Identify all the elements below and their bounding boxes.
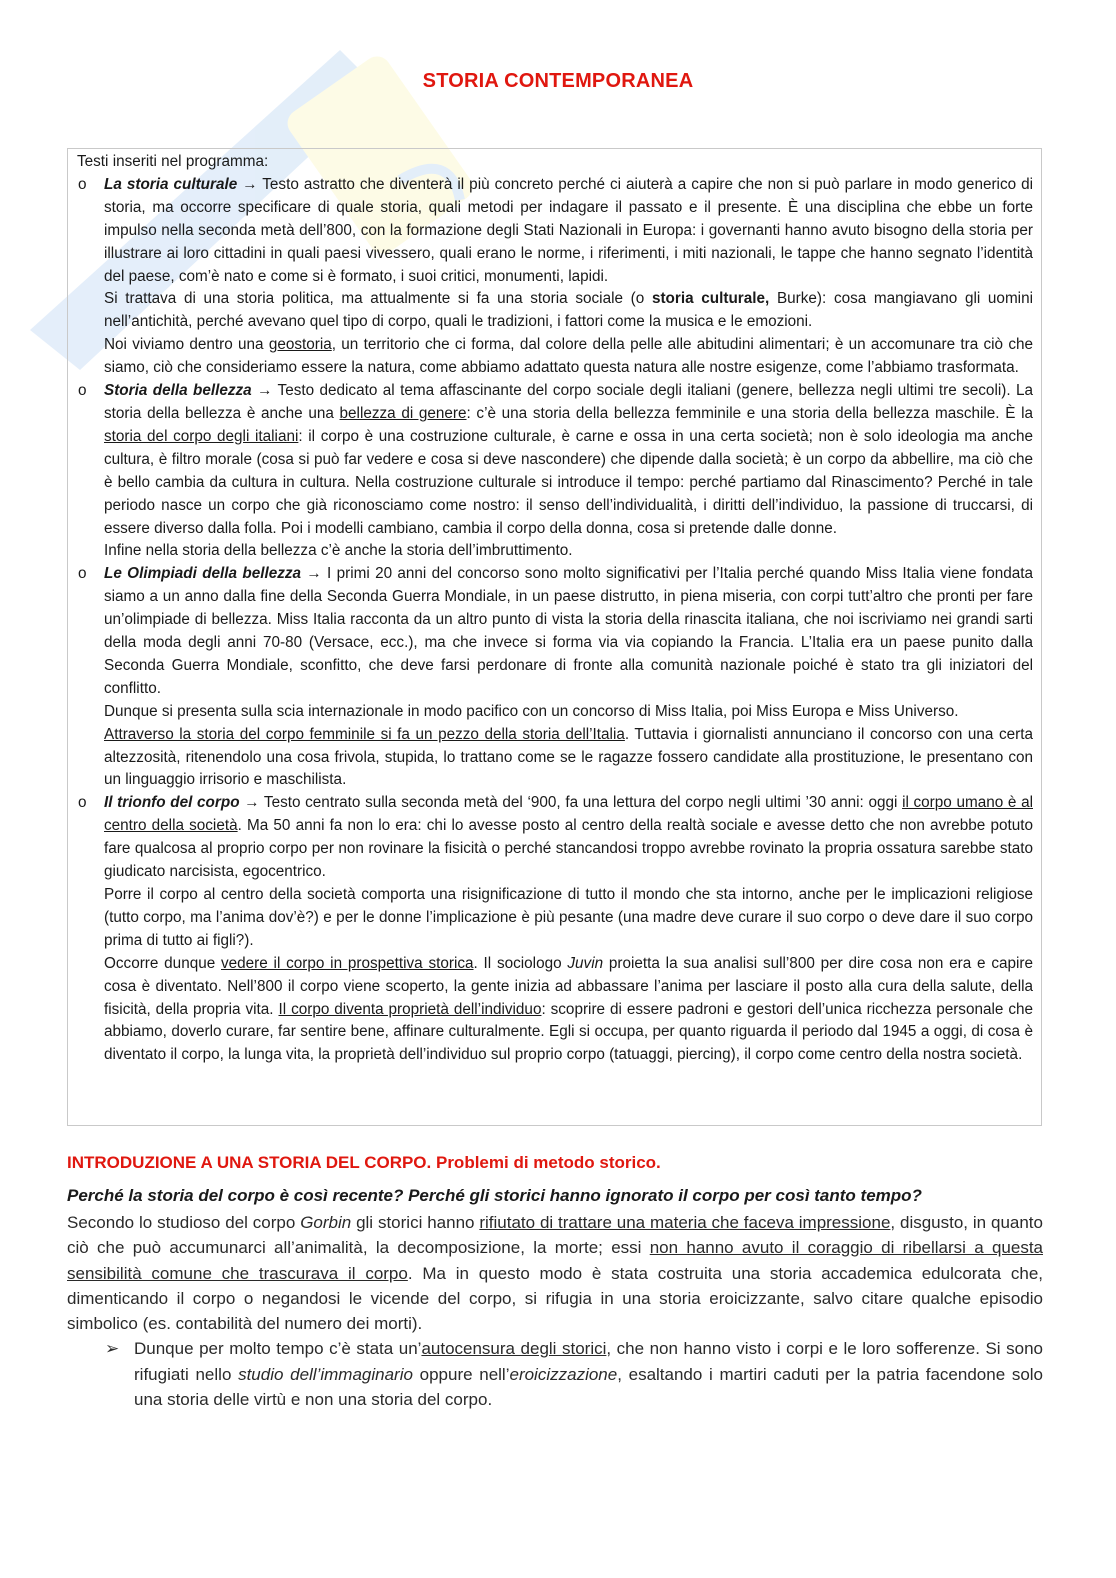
item-text: . Ma 50 anni fa non lo era: chi lo avesse posto al centro della realtà sociale e avesse detto che non avrebbe potuto fare qualcosa al proprio corpo per non rovinare la fisicità o perché stancandosi troppo avrebbe rovinato la propria ossatura sarebbe stato giudicato narcisista, egocentrico. [104, 817, 1033, 881]
paragraph-text-italic: eroicizzazione [509, 1364, 618, 1384]
item-title: Il trionfo del corpo [104, 794, 240, 812]
list-item [77, 380, 1033, 563]
item-text: Burke): cosa mangiavano gli uomini nell’antichità, perché avevano quel tipo di corpo, quali le tradizioni, i fattori come la musica e le emozioni. [104, 290, 1033, 331]
program-texts-box [67, 148, 1042, 1126]
section-body [67, 1210, 1043, 1412]
list-item [77, 174, 1033, 380]
item-text: I primi 20 anni del concorso sono molto significativi per l’Italia perché quando Miss Italia viene fondata siamo a un anno dalla fine della Seconda Guerra Mondiale, in un paese distrutto, in piena miseria, con corpi tutt’altro che pronti per fare un’olimpiade di bellezza. Miss Italia racconta da un altro punto di vista la storia della rinascita italiana, che noi iscriviamo nei grandi sarti della moda degli anni 70-80 (Versace, ecc.), ma che invece si forma via via copiando la Francia. L’Italia era un paese punito dalla Seconda Guerra Mondiale, sconfitto, che deve farsi perdonare di fronte alla comunità nazionale poiché è stato tra gli iniziatori del conflitto. [104, 565, 1033, 697]
item-title: Storia della bellezza [104, 382, 252, 400]
item-text: Infine nella storia della bellezza c’è anche la storia dell’imbruttimento. [104, 542, 573, 560]
list-item [77, 563, 1033, 792]
list-item [77, 792, 1033, 1067]
bullet-icon: o [78, 382, 87, 400]
item-text: . Il sociologo [473, 954, 568, 972]
section-question: Perché la storia del corpo è così recente? Perché gli storici hanno ignorato il corpo per così tanto tempo? [67, 1186, 922, 1205]
paragraph-text: Secondo lo studioso del corpo [67, 1213, 301, 1232]
item-text: , un territorio che ci forma, dal colore della pelle alle abitudini alimentari; è un accomunare tra ciò che siamo, ciò che consideriamo essere la natura, come abbiamo adattato questa natura alle nostre esigenze, come l’abbiamo trasformata. [104, 336, 1034, 377]
item-text-bold: storia culturale, [651, 290, 770, 308]
item-text: : scoprire di essere padroni e gestori dell’unica ricchezza personale che abbiamo, doverlo curare, far sentire bene, affinare culturalmente. Egli si occupa, per quanto riguarda il periodo dal 1945 a oggi, di cosa è diventato il corpo, la lunga vita, la proprietà dell’individuo sul proprio corpo (tatuaggi, piercing), il corpo come centro della nostra società. [104, 1000, 1033, 1064]
paragraph-text-italic: studio dell’immaginario [238, 1364, 413, 1384]
item-text-italic: Juvin [567, 954, 604, 972]
item-text: Dunque si presenta sulla scia internazionale in modo pacifico con un concorso di Miss Italia, poi Miss Europa e Miss Universo. [104, 702, 959, 720]
paragraph-text: , che non hanno visto i corpi e le loro sofferenze. Si sono rifugiati nello [134, 1339, 1043, 1384]
arrow-bullet-icon: ➢ [105, 1339, 120, 1359]
item-text-underlined: Il corpo diventa proprietà dell’individuo [278, 1000, 542, 1018]
item-text: . Tuttavia i giornalisti annunciano il concorso con una certa altezzosità, ritenendolo una cosa frivola, stupida, lo trattano come se le ragazze fossero candidate alla prostituzione, le presentano con un linguaggio irrisorio e maschilista. [104, 725, 1033, 789]
arrow-icon: → [251, 382, 278, 400]
item-text: Testo astratto che diventerà il più concreto perché ci aiuterà a capire che non si può parlare in modo generico di storia, ma occorre specificare di quale storia, quali metodi per indagare il passato e il presente. È una disciplina che ebbe un forte impulso nella seconda metà dell’800, con la formazione degli Stati Nazionali in Europa: i governanti hanno avuto bisogno della storia per illustrare ai loro cittadini in quali paesi vivessero, quali erano le norme, i riferimenti, i miti nazionali, le tappe che hanno segnato l’identità del paese, com’è nato e come si è formato, i suoi critici, monumenti, lapidi. [104, 175, 1034, 285]
item-text-underlined: vedere il corpo in prospettiva storica [221, 954, 474, 972]
item-text-underlined: bellezza di genere [339, 404, 467, 422]
item-title: La storia culturale [104, 175, 238, 193]
paragraph-text: Dunque per molto tempo c’è stata un’ [134, 1339, 422, 1359]
paragraph-text-underlined: non hanno avuto il coraggio di ribellarsi a questa sensibilità comune che trascurava il corpo [67, 1238, 1043, 1283]
section-title: INTRODUZIONE A UNA STORIA DEL CORPO. Problemi di metodo storico. [67, 1153, 661, 1172]
item-text-underlined: storia del corpo degli italiani [104, 427, 299, 445]
page-title: STORIA CONTEMPORANEA [422, 70, 694, 92]
section-paragraph [67, 1210, 1043, 1336]
paragraph-text: oppure nell’ [412, 1364, 510, 1384]
bullet-icon: o [78, 565, 87, 583]
paragraph-text: , disgusto, in quanto ciò che può accumunarci all’animalità, la decomposizione, la morte; essi [67, 1213, 1043, 1258]
paragraph-text: , esaltando i martiri caduti per la patria facendone solo una storia delle virtù e non una storia del corpo. [134, 1364, 1044, 1410]
item-text: Testo centrato sulla seconda metà del ‘900, fa una lettura del corpo negli ultimi ’30 anni: oggi [263, 794, 903, 812]
item-text: Porre il corpo al centro della società comporta una risignificazione di tutto il mondo che sta intorno, anche per le implicazioni religiose (tutto corpo, ma l’anima dov’è?) e per le donne l’implicazione è più pesante (una madre deve curare il suo corpo o deve dare il suo corpo prima di tutto ai figli?). [104, 886, 1033, 949]
item-text-underlined: geostoria [268, 336, 332, 354]
item-text: proietta la sua analisi sull’800 per dire cosa non era e capire cosa è diventato. Nell’800 il corpo viene scoperto, la gente inizia ad abbassare l’anima per lasciare il posto alla cura della salute, della fisicità, della propria vita. [104, 954, 1034, 1018]
arrow-icon: → [237, 175, 263, 193]
item-text: : c’è una storia della bellezza femminile e una storia della bellezza maschile. È la [466, 404, 1033, 422]
item-text: Occorre dunque [104, 954, 221, 972]
item-text-underlined: Attraverso la storia del corpo femminile si fa un pezzo della storia dell’Italia [104, 725, 625, 743]
item-title: Le Olimpiadi della bellezza [104, 565, 302, 583]
box-intro: Testi inseriti nel programma: [77, 153, 269, 170]
item-text: : il corpo è una costruzione culturale, è carne e ossa in una certa società; non è solo ideologia ma anche cultura, è filtro morale (cosa si può far vedere e cosa si deve nascondere) che dipende dalla società; è un corpo da abbellire, ma ciò che è bello cambia da cultura in cultura. Nella costruzione culturale si introduce il tempo: perché partiamo dal Rinascimento? Perché in tale periodo nasce un corpo che già riconosciamo come nostro: il senso dell’individualità, i diritti dell’individuo, la passione di truccarsi, di essere diverso dalla folla. Poi i modelli cambiano, cambia il corpo della donna, cosa si pretende dalle donne. [104, 427, 1033, 537]
paragraph-text-underlined: autocensura degli storici [421, 1339, 607, 1359]
paragraph-text-underlined: rifiutato di trattare una materia che faceva impressione [479, 1213, 891, 1232]
item-text: Si trattava di una storia politica, ma attualmente si fa una storia sociale (o [104, 290, 652, 308]
item-text: Testo dedicato al tema affascinante del corpo sociale degli italiani (genere, bellezza negli ultimi tre secoli). La storia della bellezza è anche una [104, 382, 1034, 422]
paragraph-text-italic: Gorbin [300, 1213, 352, 1232]
arrow-icon: → [301, 565, 328, 583]
item-text-underlined: il corpo umano è al centro della società [104, 794, 1033, 835]
bullet-icon: o [78, 794, 87, 812]
arrow-list-item [67, 1336, 1043, 1412]
paragraph-text: gli storici hanno [351, 1213, 480, 1232]
arrow-icon: → [239, 794, 264, 812]
paragraph-text: . Ma in questo modo è stata costruita una storia accademica edulcorata che, dimenticando il corpo o negandosi le vicende del corpo, si rifugia in una storia eroicizzante, salvo citare qualche episodio simbolico (es. contabilità del numero dei morti). [67, 1263, 1043, 1334]
bullet-icon: o [78, 175, 87, 193]
item-text: Noi viviamo dentro una [104, 336, 269, 354]
